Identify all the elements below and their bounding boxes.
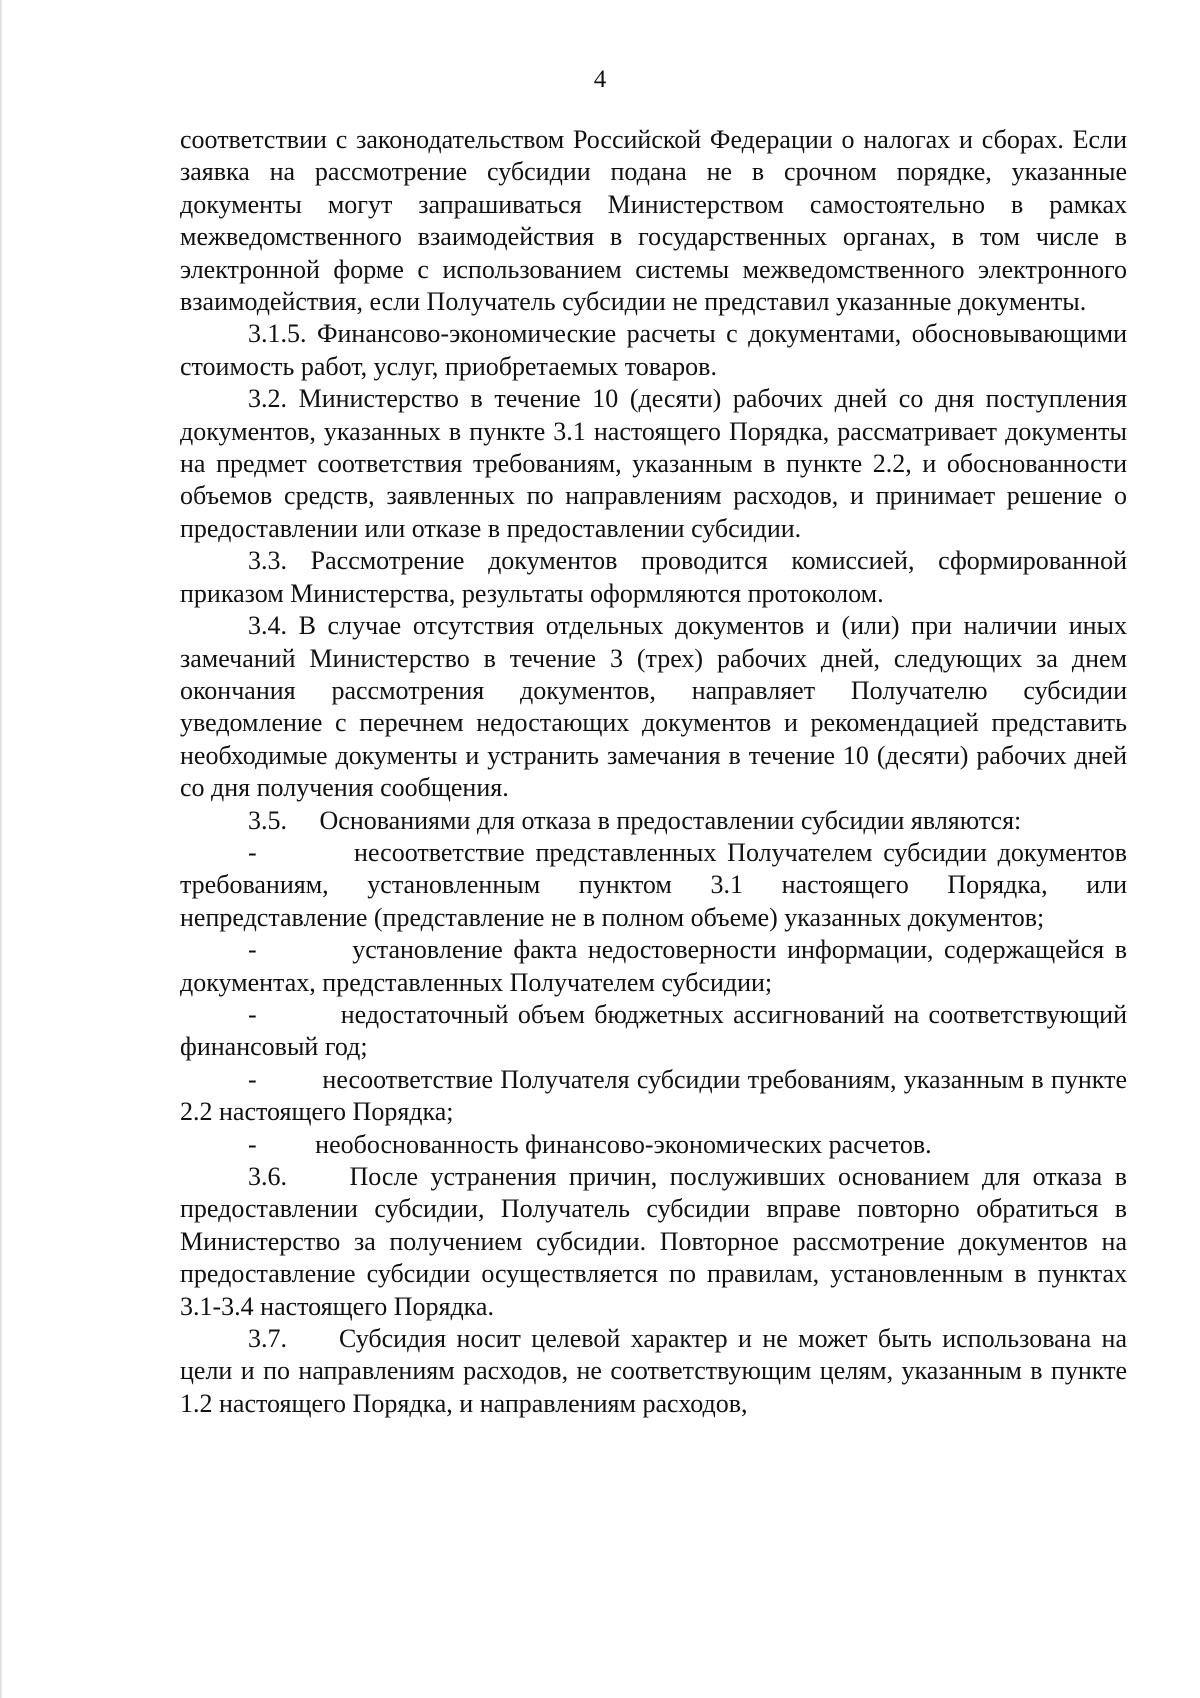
refusal-reason-3: - недостаточный объем бюджетных ассигнований на соответствующий финансовый год;	[180, 999, 1134, 1062]
paragraph-3-4: 3.4. В случае отсутствия отдельных документов и (или) при наличии иных замечаний Министерство в течение 3 (трех) рабочих дней, следующих за днем окончания рассмотрения документов, направляет Получателю субсидии уведомление с перечнем недостающих документов и рекомендацией представить необходимые документы и устранить замечания в течение 10 (десяти) рабочих дней со дня получения сообщения.	[180, 611, 1127, 803]
refusal-reason-2: - установление факта недостоверности информации, содержащейся в документах, представленных Получателем субсидии;	[180, 935, 1134, 997]
refusal-reason-1: - несоответствие представленных Получателем субсидии документов требованиям, установленным пунктом 3.1 настоящего Порядка, или непредставление (представление не в полном объеме) указанных документов;	[180, 837, 1134, 932]
refusal-reason-5: - необоснованность финансово-экономических расчетов.	[248, 1129, 932, 1159]
paragraph-3-1-5: 3.1.5. Финансово-экономические расчеты с документами, обосновывающими стоимость работ, услуг, приобретаемых товаров.	[180, 319, 1127, 381]
document-body	[180, 124, 1134, 1420]
refusal-reason-4: - несоответствие Получателя субсидии требованиям, указанным в пункте 2.2 настоящего Порядка;	[180, 1064, 1134, 1127]
paragraph-continuation: соответствии с законодательством Российской Федерации о налогах и сборах. Если заявка на рассмотрение субсидии подана не в срочном порядке, указанные документы могут запрашиваться Министерством самостоятельно в рамках межведомственного взаимодействия в государственных органах, в том числе в электронной форме с использованием системы межведомственного электронного взаимодействия, если Получатель субсидии не представил указанные документы.	[180, 125, 1127, 317]
paragraph-3-5: 3.5. Основаниями для отказа в предоставлении субсидии являются:	[248, 805, 1022, 835]
paragraph-3-3: 3.3. Рассмотрение документов проводится комиссией, сформированной приказом Министерства, результаты оформляются протоколом.	[180, 546, 1127, 608]
paragraph-3-6: 3.6. После устранения причин, послуживших основанием для отказа в предоставлении субсидии, Получатель субсидии вправе повторно обратиться в Министерство за получением субсидии. Повторное рассмотрение документов на предоставление субсидии осуществляется по правилам, установленным в пунктах 3.1-3.4 настоящего Порядка.	[180, 1162, 1134, 1321]
scan-edge	[0, 0, 3, 1698]
page-number: 4	[593, 66, 607, 93]
paragraph-3-7: 3.7. Субсидия носит целевой характер и не может быть использована на цели и по направлениям расходов, не соответствующим целям, указанным в пункте 1.2 настоящего Порядка, и направлениям расходов,	[180, 1324, 1134, 1418]
paragraph-3-2: 3.2. Министерство в течение 10 (десяти) рабочих дней со дня поступления документов, указанных в пункте 3.1 настоящего Порядка, рассматривает документы на предмет соответствия требованиям, указанным в пункте 2.2, и обоснованности объемов средств, заявленных по направлениям расходов, и принимает решение о предоставлении или отказе в предоставлении субсидии.	[180, 384, 1127, 543]
